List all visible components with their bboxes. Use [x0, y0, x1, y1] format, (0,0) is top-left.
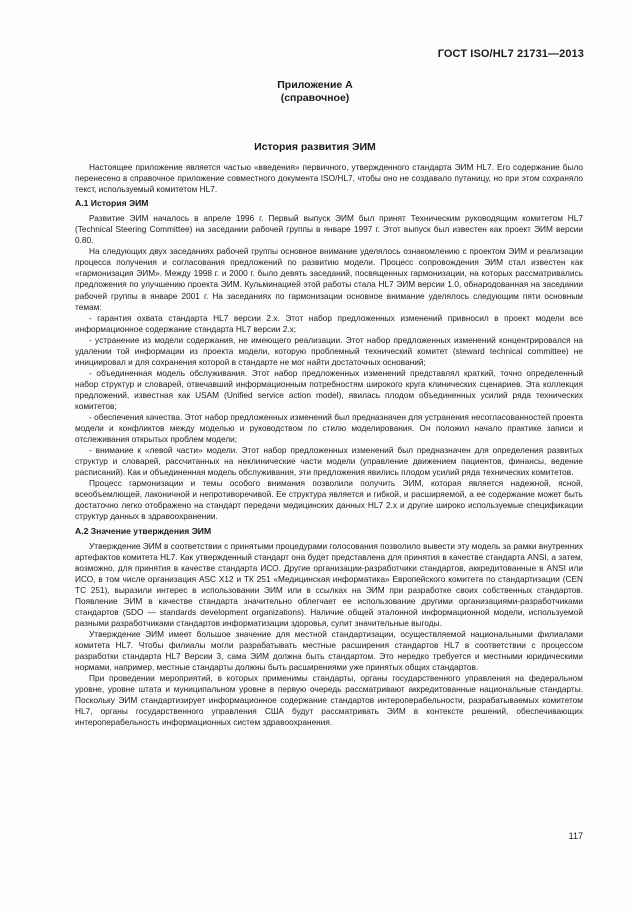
list-item: - внимание к «левой части» модели. Этот набор предложенных изменений был предназначен для определения развитых структур и словарей, рассчитанных на неклинические части модели (управление движением пациентов, финансы, ведение расписаний). Как и объединенная модель обслуживания, эти предложения явились плодом усилий ряда технических комитетов. [75, 445, 583, 478]
list-item: - устранение из модели содержания, не имеющего реализации. Этот набор предложенных изменений концентрировался на удалении той информации из проекта модели, которую проблемный технический комитет (steward technical committee) не инициировал и для сохранения которой в стандарте не мог найти достаточных оснований; [75, 334, 583, 367]
paragraph: Развитие ЭИМ началось в апреле 1996 г. Первый выпуск ЭИМ был принят Техническим руководящим комитетом HL7 (Technical Steering Committee) на заседании рабочей группы в январе 1997 г. Этот выпуск был известен как проект ЭИМ версии 0.80. [75, 213, 583, 246]
paragraph: На следующих двух заседаниях рабочей группы основное внимание уделялось ознакомлению с проектом ЭИМ и реализации процесса получения и согласования предложений по развитию модели. Процесс сопровождения ЭИМ стал известен как «гармонизация ЭИМ». Между 1998 г. и 2000 г. было девять заседаний, посвященных гармонизации, на которых рассматривались предложения по улучшению проекта ЭИМ. Кульминацией этой работы стала HL7 ЭИМ версии 1.0, обнародованная на заседании рабочей группы в январе 2001 г. На заседаниях по гармонизации основное внимание уделялось следующим пяти основным темам: [75, 246, 583, 312]
page-title: История развития ЭИМ [254, 141, 376, 153]
paragraph: Утверждение ЭИМ в соответствии с принятыми процедурами голосования позволило вывести эту модель за рамки внутренних артефактов комитета HL7. Как утвержденный стандарт она будет представлена для принятия в качестве стандарта ANSI, а затем, возможно, для принятия в качестве стандарта ИСО. Другие организации-разработчики стандартов, аккредитованные в ANSI или ИСО, в том числе организация ASC X12 и ТК 251 «Медицинская информатика» Европейского комитета по стандартизации (CEN TC 251), выразили интерес в использовании ЭИМ или в ссылках на ЭИМ при разработке своих собственных стандартов. Появление ЭИМ в качестве стандарта значительно облегчает ее использование другими организациями-разработчиками стандартов (SDO — standards development organizations). Наличие общей эталонной информационной модели, используемой разными разработчиками стандартов информатизации здоровья, сулит значительные выгоды. [75, 540, 583, 628]
paragraph: При проведении мероприятий, в которых применимы стандарты, органы государственного управления на федеральном уровне, уровне штата и муниципальном уровне в первую очередь рассматривают аккредитованные национальные стандарты. Поскольку ЭИМ стандартизирует информационное содержание стандартов интероперабельности, разрабатываемых комитетом HL7, органы государственного управления США будут рассматривать ЭИМ в контексте решений, обеспечивающих интероперабельность информационных систем здравоохранения. [75, 673, 583, 728]
list-item: - объединенная модель обслуживания. Этот набор предложенных изменений представлял краткий, точно определенный набор структур и словарей, отвечавший информационным потребностям широкого круга клинических сценариев. Эта коллекция предложений, известная как USAM (Unified service action model), явилась плодом объединенных усилий ряда технических комитетов; [75, 367, 583, 411]
page-number: 117 [568, 831, 583, 841]
section-heading-a2: А.2 Значение утверждения ЭИМ [75, 525, 212, 536]
document-standard-id: ГОСТ ISO/HL7 21731—2013 [437, 48, 584, 60]
list-item: - гарантия охвата стандарта HL7 версии 2.x. Этот набор предложенных изменений привносил в проект модели все информационное содержание стандарта HL7 версии 2.x; [75, 312, 583, 334]
intro-paragraph: Настоящее приложение является частью «введения» первичного, утвержденного стандарта ЭИМ HL7. Его содержание было перенесено в справочное приложение совместного документа ISO/HL7, чтобы оно не создавало путаницу, но при этом сохраняло текст, используемый комитетом HL7. [75, 162, 583, 195]
paragraph: Процесс гармонизации и темы особого внимания позволили получить ЭИМ, которая является надежной, ясной, всеобъемлющей, лаконичной и непротиворечивой. Ее структура является и гибкой, и расширяемой, а ее содержание может быть достаточно легко отображено на стандарт передачи медицинских данных HL7 2.x и другие широко используемые спецификации структур данных в здравоохранении. [75, 478, 583, 522]
annex-title: Приложение А [277, 79, 353, 91]
paragraph: Утверждение ЭИМ имеет большое значение для местной стандартизации, осуществляемой национальными филиалами комитета HL7. Чтобы филиалы могли разрабатывать местные расширения стандартов HL7 в соответствии с процессом разработки стандарта HL7 Версии 3, сама ЭИМ должна быть стандартом. Это нередко требуется и местными юридическими нормами, например, местные стандарты должны быть расширениями уже принятых общих стандартов. [75, 628, 583, 673]
annex-subtitle: (справочное) [280, 92, 350, 104]
section-heading-a1: А.1 История ЭИМ [75, 198, 149, 209]
list-item: - обеспечения качества. Этот набор предложенных изменений был предназначен для устранения несогласованностей проекта модели и конфликтов между моделью и руководством по стилю моделирования. Он положил начало практике записи и отслеживания открытых проблем модели; [75, 412, 583, 445]
annex-heading [0, 79, 630, 105]
document-body [75, 162, 583, 728]
